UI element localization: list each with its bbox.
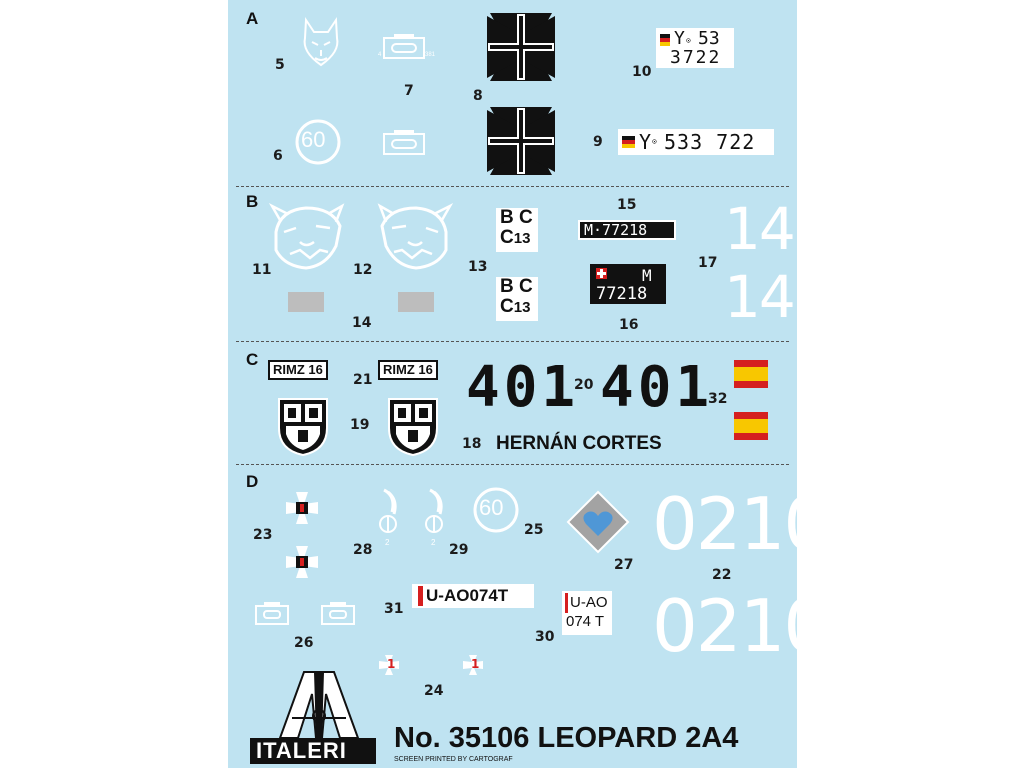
german-flag-icon-2 xyxy=(622,136,635,148)
swiss-flag-icon xyxy=(596,268,607,279)
rimz-badge-2: RIMZ 16 xyxy=(378,360,438,380)
turret-number-0210-2: 0210 xyxy=(652,584,828,668)
turret-number-decal-2: 14 xyxy=(724,263,794,331)
bc-c13-decal-2: B C C13 xyxy=(496,277,538,321)
decal-sheet xyxy=(228,0,828,768)
spain-flag-icon xyxy=(734,360,768,388)
hull-number-401-2: 401 xyxy=(600,355,714,420)
red-one-mark: 1 xyxy=(387,657,396,671)
decal-number-22: 22 xyxy=(712,567,732,583)
decal-number-29: 29 xyxy=(449,542,469,558)
decal-number-21: 21 xyxy=(353,372,373,388)
decal-number-10: 10 xyxy=(632,64,652,80)
decal-number-20: 20 xyxy=(574,377,594,393)
printer-credit: SCREEN PRINTED BY CARTOGRAF xyxy=(394,756,513,763)
decal-number-31: 31 xyxy=(384,601,404,617)
section-a-label: A xyxy=(246,9,259,28)
plate-15: M·77218 xyxy=(578,220,676,240)
tactical-mark-decal-4 xyxy=(318,598,358,628)
panther-head-decal-2 xyxy=(376,202,456,272)
kit-title xyxy=(394,722,738,755)
turret-number-0210: 0210 xyxy=(652,482,828,566)
decal-number-27: 27 xyxy=(614,557,634,573)
plate-10: Y ⊙ 53 3722 xyxy=(656,28,734,68)
bc-c13-decal: B C C13 xyxy=(496,208,538,252)
decal-number-28: 28 xyxy=(353,542,373,558)
plate-9: Y ⊙ 533 722 xyxy=(618,129,774,155)
eagle-stamp-icon-2: ⊙ xyxy=(652,137,657,146)
turret-number-decal: 14 xyxy=(724,195,794,263)
decal-number-17: 17 xyxy=(698,255,718,271)
lynx-head-decal xyxy=(300,18,342,68)
decal-number-19: 19 xyxy=(350,417,370,433)
decal-number-16: 16 xyxy=(619,317,639,333)
knight-emblem-decal-2 xyxy=(420,486,448,542)
tactical-mark-small-right: 381 xyxy=(425,52,436,58)
decal-number-7: 7 xyxy=(404,83,414,99)
decal-number-8: 8 xyxy=(473,88,483,104)
section-c-label: C xyxy=(246,350,259,369)
section-b-label: B xyxy=(246,192,259,211)
decal-number-9: 9 xyxy=(593,134,603,150)
coat-of-arms-decal-2 xyxy=(386,396,440,458)
decal-number-13: 13 xyxy=(468,259,488,275)
grey-panel-decal-2 xyxy=(398,292,434,312)
decal-number-25: 25 xyxy=(524,522,544,538)
divider-a-b xyxy=(236,186,789,187)
knight-emblem-decal xyxy=(374,486,402,542)
decal-number-24: 24 xyxy=(424,683,444,699)
maltese-cross-icon-2 xyxy=(284,544,320,580)
knight-number-2: 2 xyxy=(431,538,436,547)
decal-number-18: 18 xyxy=(462,436,482,452)
speed-sign-text: 60 xyxy=(301,127,326,152)
decal-number-5: 5 xyxy=(275,57,285,73)
coat-of-arms-decal xyxy=(276,396,330,458)
decal-number-15: 15 xyxy=(617,197,637,213)
decal-number-26: 26 xyxy=(294,635,314,651)
iron-cross-icon xyxy=(484,10,558,84)
decal-number-30: 30 xyxy=(535,629,555,645)
decal-number-32: 32 xyxy=(708,391,728,407)
hull-number-401: 401 xyxy=(466,355,580,420)
german-flag-icon xyxy=(660,34,670,46)
heart-diamond-decal xyxy=(566,490,630,554)
divider-b-c xyxy=(236,341,789,342)
kit-number: 35106 xyxy=(448,722,530,754)
italeri-wordmark: ITALERI xyxy=(256,738,347,763)
panther-head-decal xyxy=(266,202,346,272)
tactical-mark-decal-2 xyxy=(376,128,432,156)
knight-number: 2 xyxy=(385,538,390,547)
red-one-mark-2: 1 xyxy=(471,657,480,671)
speed-sign-text-2: 60 xyxy=(479,495,504,520)
kit-number-prefix: No. xyxy=(394,722,441,754)
tank-name-decal: HERNÁN CORTES xyxy=(496,433,662,454)
tactical-mark-decal-3 xyxy=(252,598,292,628)
plate-30: U-AO 074 T xyxy=(562,591,612,635)
decal-number-14: 14 xyxy=(352,315,372,331)
rimz-badge: RIMZ 16 xyxy=(268,360,328,380)
italeri-logo-icon xyxy=(274,668,364,740)
tactical-mark-decal xyxy=(376,32,432,60)
decal-number-12: 12 xyxy=(353,262,373,278)
plate-16: M 77218 xyxy=(590,264,666,304)
spain-flag-icon-2 xyxy=(734,412,768,440)
divider-c-d xyxy=(236,464,789,465)
section-d-label: D xyxy=(246,472,259,491)
decal-number-6: 6 xyxy=(273,148,283,164)
plate-31: U-AO074T xyxy=(412,584,534,608)
eagle-stamp-icon: ⊙ xyxy=(686,36,691,45)
grey-panel-decal xyxy=(288,292,324,312)
maltese-cross-icon xyxy=(284,490,320,526)
tactical-mark-small-left: 4 xyxy=(378,52,382,58)
decal-number-23: 23 xyxy=(253,527,273,543)
decal-number-11: 11 xyxy=(252,262,272,278)
iron-cross-icon-2 xyxy=(484,104,558,178)
kit-name: LEOPARD 2A4 xyxy=(537,722,739,754)
